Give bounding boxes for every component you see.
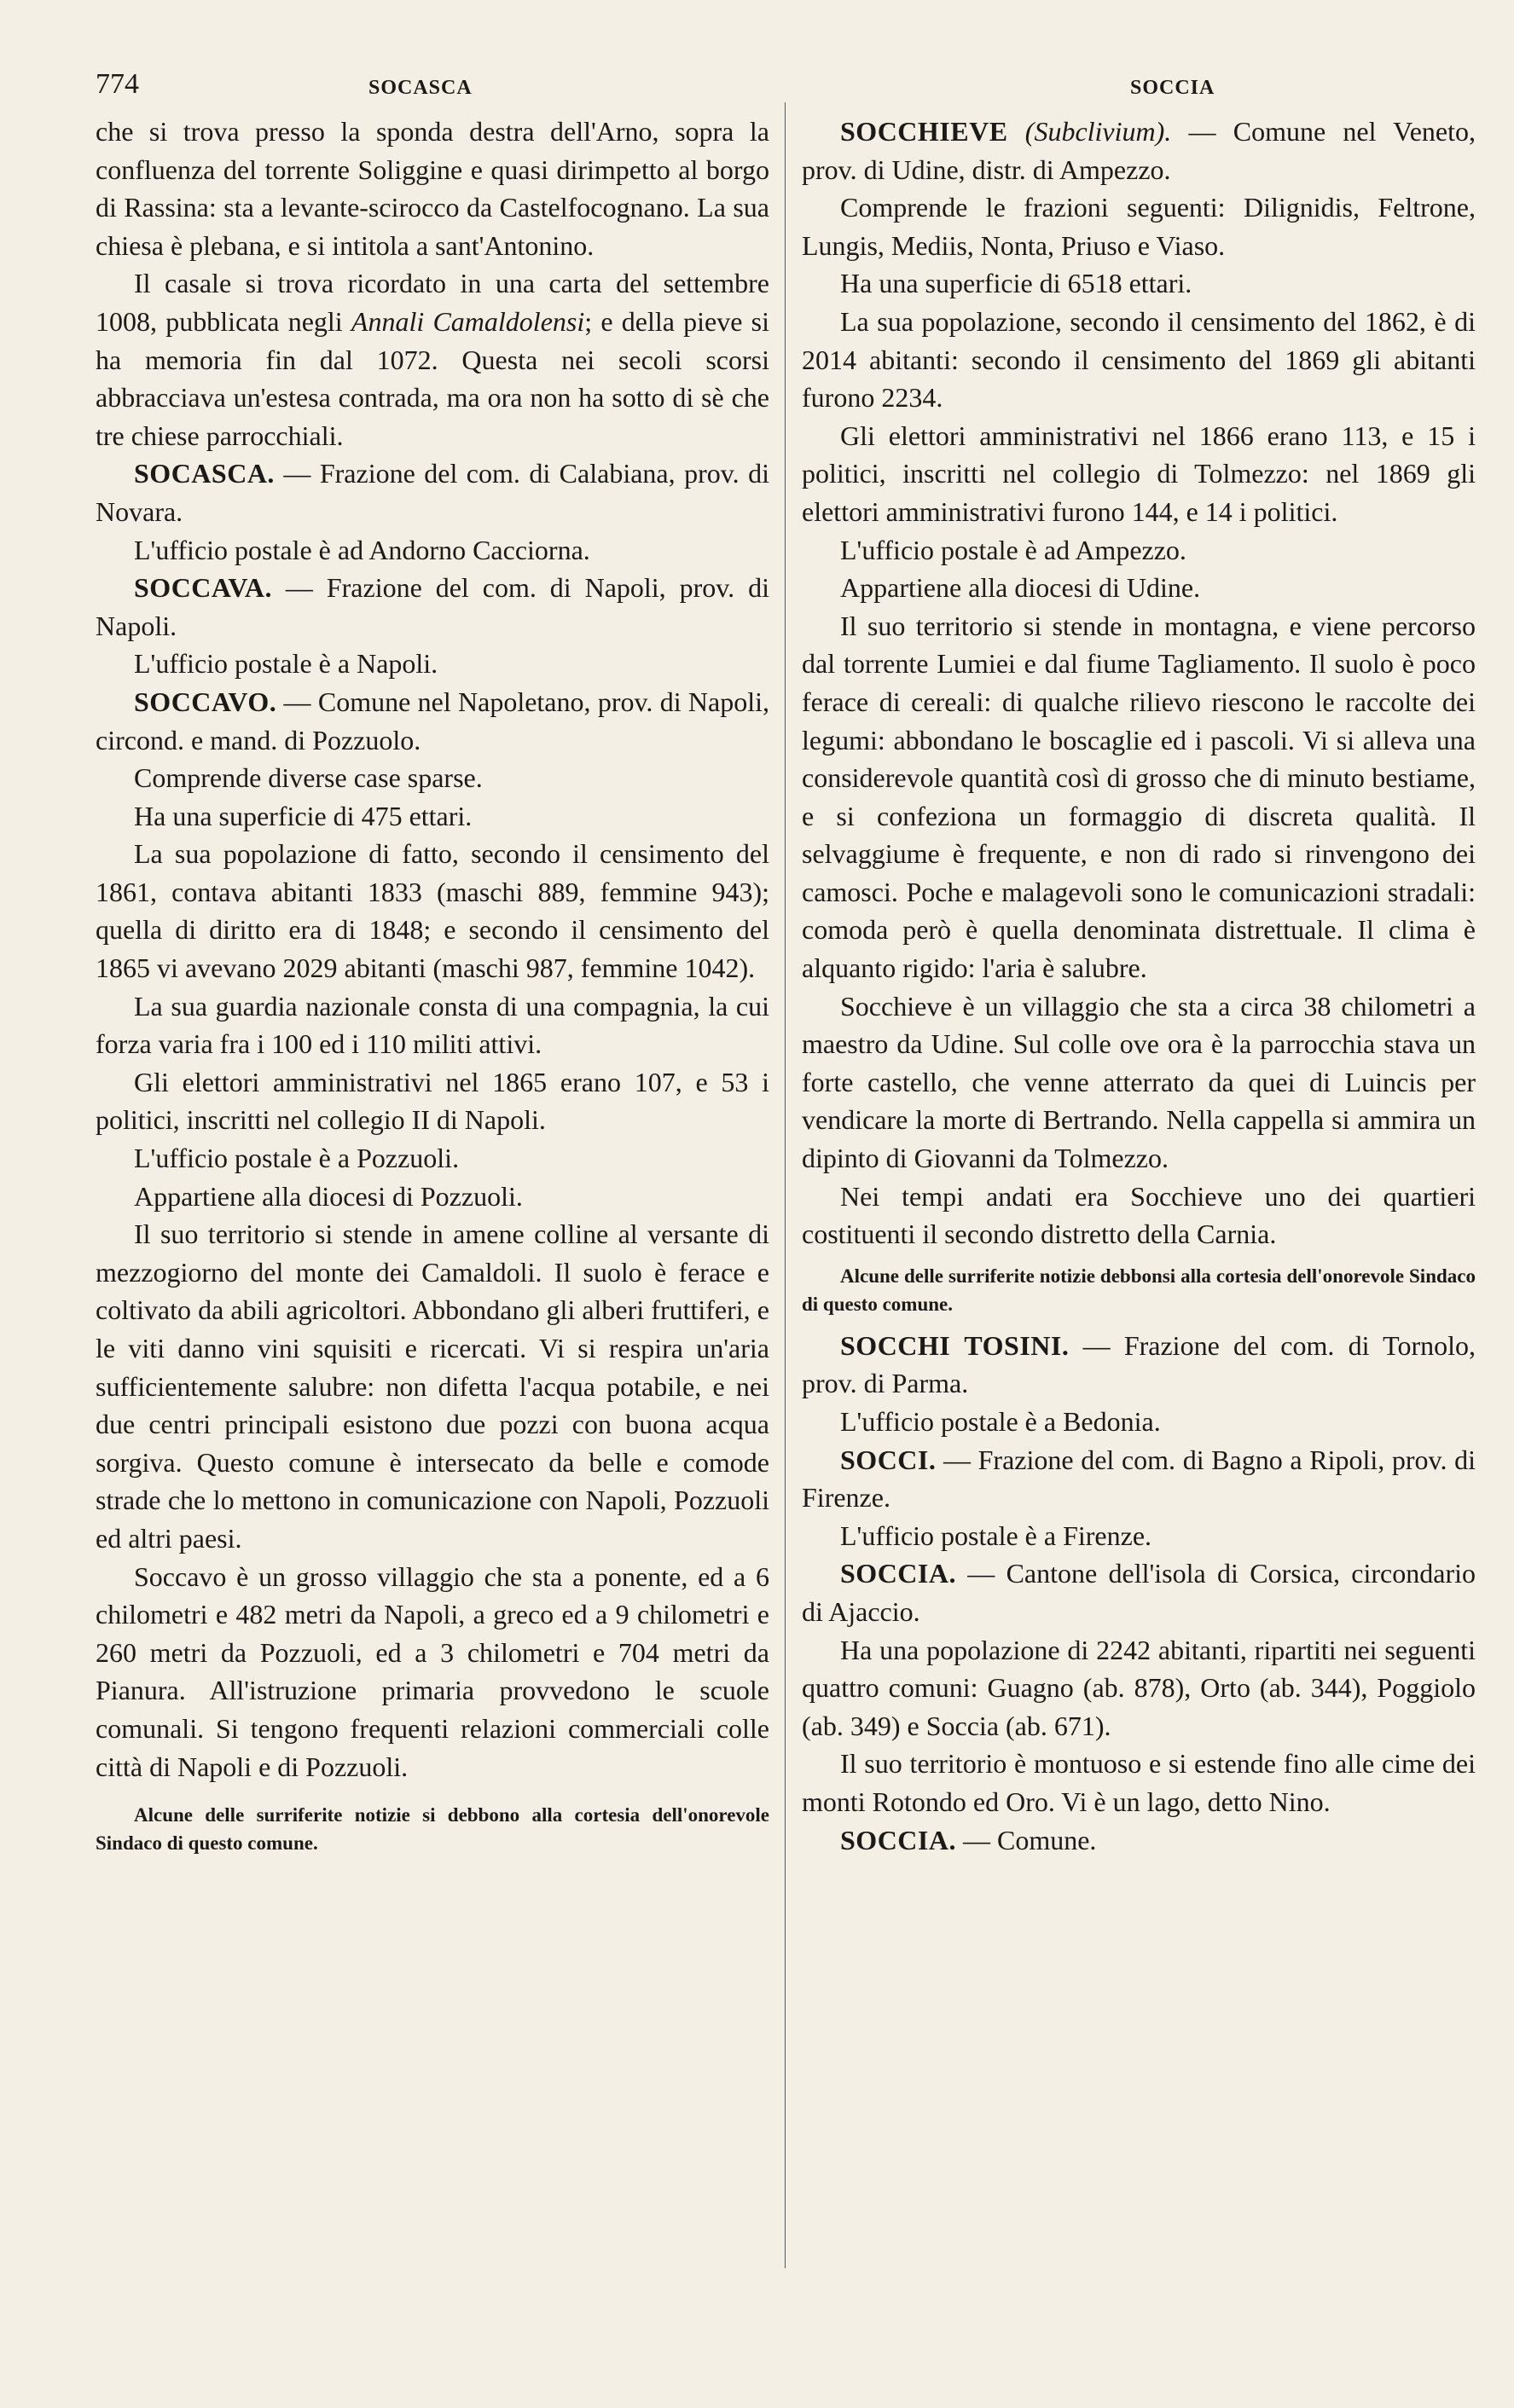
headword: SOCCHI TOSINI.: [840, 1329, 1070, 1361]
right-column: [802, 113, 1476, 1859]
paragraph: Il suo territorio si stende in amene colline al versante di mezzogiorno del monte dei Camaldoli. Il suolo è ferace e coltivato da abili agricoltori. Abbondano gli alberi fruttiferi, e le viti danno vini squisiti e ricercati. Vi si respira un'aria sufficientemente salubre: non difetta l'acqua potabile, e nei due centri principali esistono due pozzi con buona acqua sorgiva. Questo comune è intersecato da belle e comode strade che lo mettono in comunicazione con Napoli, Pozzuoli ed altri paesi.: [96, 1218, 769, 1554]
left-column: [96, 113, 769, 1866]
headword: SOCCIA.: [840, 1824, 956, 1855]
paragraph: La sua popolazione di fatto, secondo il censimento del 1861, contava abitanti 1833 (maschi 889, femmine 943); quella di diritto era di 1848; e secondo il censimento del 1865 vi avevano 2029 abitanti (maschi 987, femmine 1042).: [96, 838, 769, 984]
paragraph: L'ufficio postale è ad Ampezzo.: [840, 534, 1186, 565]
paragraph: Appartiene alla diocesi di Udine.: [840, 572, 1201, 604]
entry-socchi-tosini: SOCCHI TOSINI. — Frazione del com. di Tornolo, prov. di Parma.: [802, 1329, 1476, 1399]
entry-soccavo: SOCCAVO. — Comune nel Napoletano, prov. di Napoli, circond. e mand. di Pozzuolo.: [96, 686, 769, 755]
footnote: Alcune delle surriferite notizie si debbono alla cortesia dell'onorevole Sindaco di questo comune.: [96, 1804, 769, 1855]
paragraph: Gli elettori amministrativi nel 1865 erano 107, e 53 i politici, inscritti nel collegio II di Napoli.: [96, 1066, 769, 1136]
paragraph: Ha una popolazione di 2242 abitanti, ripartiti nei seguenti quattro comuni: Guagno (ab. 878), Orto (ab. 344), Poggiolo (ab. 349) e Soccia (ab. 671).: [802, 1634, 1476, 1741]
paragraph: Ha una superficie di 475 ettari.: [134, 800, 473, 831]
entry-socchieve: SOCCHIEVE (Subclivium). — Comune nel Veneto, prov. di Udine, distr. di Ampezzo.: [802, 116, 1476, 185]
paragraph: Il casale si trova ricordato in una carta del settembre 1008, pubblicata negli Annali Camaldolensi; e della pieve si ha memoria fin dal 1072. Questa nei secoli scorsi abbracciava un'estesa contrada, ma ora non ha sotto di sè che tre chiese parrocchiali.: [96, 268, 770, 451]
paragraph: L'ufficio postale è a Firenze.: [840, 1519, 1152, 1551]
headword: SOCASCA.: [134, 458, 275, 489]
running-head-left: SOCASCA: [368, 77, 473, 99]
paragraph: Appartiene alla diocesi di Pozzuoli.: [134, 1180, 523, 1212]
paragraph: Gli elettori amministrativi nel 1866 erano 113, e 15 i politici, inscritti nel collegio di Tolmezzo: nel 1869 gli elettori amministrativi furono 144, e 14 i politici.: [802, 420, 1476, 527]
paragraph: L'ufficio postale è ad Andorno Cacciorna.: [134, 534, 590, 565]
paragraph: Il suo territorio è montuoso e si estende fino alle cime dei monti Rotondo ed Oro. Vi è un lago, detto Nino.: [802, 1748, 1476, 1817]
footnote: Alcune delle surriferite notizie debbonsi alla cortesia dell'onorevole Sindaco di questo comune.: [802, 1265, 1476, 1315]
entry-soccava: SOCCAVA. — Frazione del com. di Napoli, prov. di Napoli.: [96, 572, 769, 641]
paragraph: L'ufficio postale è a Bedonia.: [840, 1406, 1161, 1437]
entry-socci: SOCCI. — Frazione del com. di Bagno a Ripoli, prov. di Firenze.: [802, 1444, 1476, 1514]
italic-title: Annali Camaldolensi: [351, 305, 585, 337]
running-head-right: SOCCIA: [1130, 77, 1215, 99]
headword: SOCCAVA.: [134, 572, 272, 604]
headword: SOCCI.: [840, 1444, 937, 1475]
page-header: [0, 68, 1514, 111]
paragraph: Il suo territorio si stende in montagna, e viene percorso dal torrente Lumiei e dal fiume Tagliamento. Il suolo è poco ferace di cereali: di qualche rilievo riescono le raccolte dei legumi: abbondano le boscaglie ed i pascoli. Vi si alleva una considerevole quantità così di grosso che di minuto bestiame, e si confeziona un formaggio di discreta qualità. Il selvaggiume è frequente, e non di rado si rinvengono dei camosci. Poche e malagevoli sono le comunicazioni stradali: comoda però è quella denominata distrettuale. Il clima è alquanto rigido: l'aria è salubre.: [802, 610, 1476, 984]
page-number: 774: [96, 68, 139, 100]
paragraph: L'ufficio postale è a Napoli.: [134, 648, 438, 680]
paragraph: Soccavo è un grosso villaggio che sta a ponente, ed a 6 chilometri e 482 metri da Napoli, a greco ed a 9 chilometri e 260 metri da Pozzuoli, ed a 3 chilometri e 704 metri da Pianura. All'istruzione primaria provvedono le scuole comunali. Si tengono frequenti relazioni commerciali colle città di Napoli e di Pozzuoli.: [96, 1560, 769, 1782]
continued-paragraph: che si trova presso la sponda destra dell'Arno, sopra la confluenza del torrente Soliggine e quasi dirimpetto al borgo di Rassina: sta a levante-scirocco da Castelfocognano. La sua chiesa è plebana, e si intitola a sant'Antonino.: [96, 116, 769, 261]
headword: SOCCHIEVE: [840, 116, 1008, 147]
paragraph: Comprende diverse case sparse.: [134, 762, 483, 794]
paragraph: Nei tempi andati era Socchieve uno dei quartieri costituenti il secondo distretto della Carnia.: [802, 1180, 1476, 1250]
paragraph: L'ufficio postale è a Pozzuoli.: [134, 1143, 460, 1174]
entry-socasca: SOCASCA. — Frazione del com. di Calabiana, prov. di Novara.: [96, 458, 769, 527]
paragraph: Ha una superficie di 6518 ettari.: [840, 268, 1192, 299]
entry-soccia-cantone: SOCCIA. — Cantone dell'isola di Corsica, circondario di Ajaccio.: [802, 1558, 1476, 1627]
paragraph: La sua guardia nazionale consta di una compagnia, la cui forza varia fra i 100 ed i 110 militi attivi.: [96, 990, 769, 1060]
paragraph: Comprende le frazioni seguenti: Dilignidis, Feltrone, Lungis, Mediis, Nonta, Priuso e Viaso.: [802, 192, 1476, 261]
entry-soccia-comune: SOCCIA. — Comune.: [840, 1824, 1097, 1855]
headword: SOCCAVO.: [134, 686, 277, 717]
headword: SOCCIA.: [840, 1558, 956, 1589]
paragraph: La sua popolazione, secondo il censimento del 1862, è di 2014 abitanti: secondo il censimento del 1869 gli abitanti furono 2234.: [802, 305, 1476, 414]
column-divider: [785, 102, 786, 2268]
paragraph: Socchieve è un villaggio che sta a circa 38 chilometri a maestro da Udine. Sul colle ove ora è la parrocchia stava un forte castello, che venne atterrato da quei di Luincis per vendicare la morte di Bertrando. Nella cappella si ammira un dipinto di Giovanni da Tolmezzo.: [802, 990, 1476, 1174]
